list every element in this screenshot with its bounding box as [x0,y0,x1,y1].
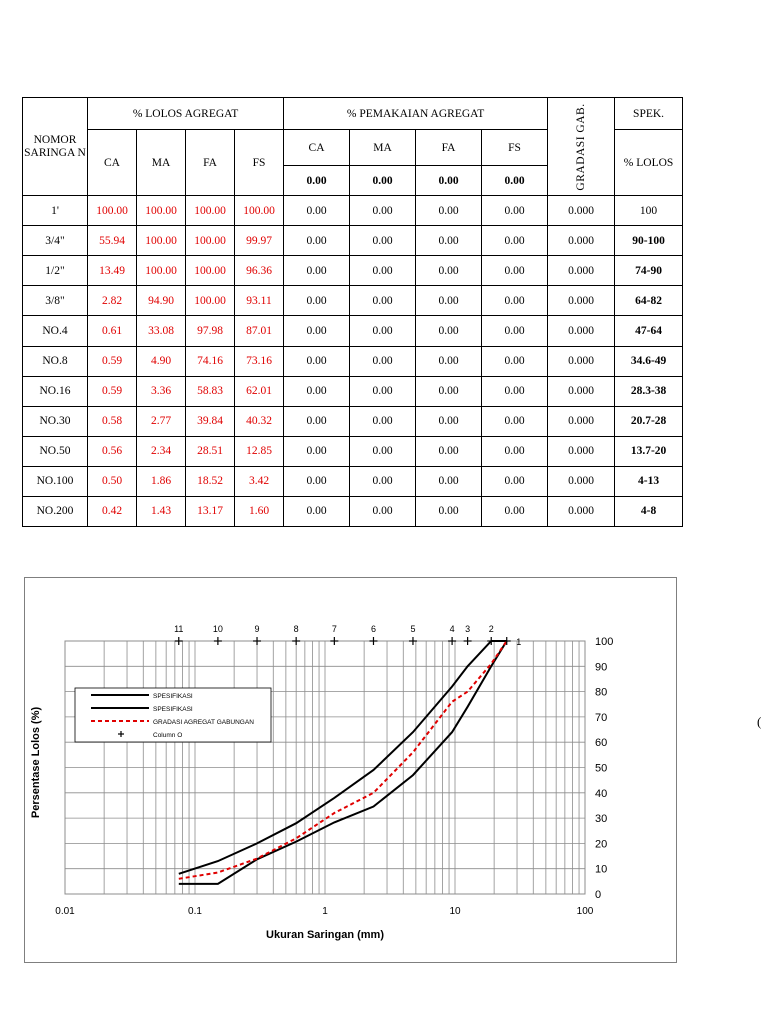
spek-cell: 47-64 [615,316,683,346]
header-pemakaian-ma: MA [350,130,416,166]
y-tick-label: 80 [595,686,608,699]
header-lolos-ma: MA [137,130,186,196]
pemakaian-fa-cell: 0.00 [416,436,482,466]
pemakaian-fs-cell: 0.00 [482,286,548,316]
lolos-ma-cell: 100.00 [137,226,186,256]
pemakaian-ma-cell: 0.00 [350,286,416,316]
pemakaian-ca-cell: 0.00 [284,466,350,496]
y-tick-label: 10 [595,863,608,876]
chart-svg [25,578,676,962]
lolos-fa-cell: 18.52 [186,466,235,496]
sieve-size-cell: 3/8" [23,286,88,316]
sieve-number-label: 8 [293,624,299,634]
table-row [23,376,683,406]
pemakaian-fa-cell: 0.00 [416,316,482,346]
y-tick-label: 20 [595,838,608,851]
sieve-number-label: 2 [488,624,494,634]
lolos-fa-cell: 39.84 [186,406,235,436]
lolos-ma-cell: 4.90 [137,346,186,376]
lolos-ma-cell: 100.00 [137,196,186,226]
spek-cell: 34.6-49 [615,346,683,376]
table-row [23,256,683,286]
pemakaian-value-ma: 0.00 [350,166,416,196]
sieve-number-label: 7 [331,624,337,634]
gradasi-gab-cell: 0.000 [548,346,615,376]
spek-cell: 13.7-20 [615,436,683,466]
column-o-marker [369,637,377,645]
sieve-number-label: 5 [410,624,416,634]
y-tick-label: 40 [595,787,608,800]
pemakaian-fs-cell: 0.00 [482,226,548,256]
spek-cell: 90-100 [615,226,683,256]
pemakaian-ca-cell: 0.00 [284,316,350,346]
lolos-fs-cell: 73.16 [235,346,284,376]
pemakaian-ca-cell: 0.00 [284,226,350,256]
lolos-ca-cell: 0.56 [88,436,137,466]
y-tick-label: 70 [595,711,608,724]
y-tick-label: 0 [595,889,602,901]
pemakaian-ma-cell: 0.00 [350,316,416,346]
column-o-marker [214,637,222,645]
header-lolos-agregat: % LOLOS AGREGAT [88,98,284,130]
pemakaian-fa-cell: 0.00 [416,406,482,436]
lolos-fa-cell: 100.00 [186,196,235,226]
sieve-number-label: 11 [174,624,184,634]
spek-cell: 4-8 [615,496,683,526]
gradation-table [22,97,683,527]
pemakaian-ma-cell: 0.00 [350,436,416,466]
column-o-marker [292,637,300,645]
lolos-fa-cell: 74.16 [186,346,235,376]
lolos-fa-cell: 28.51 [186,436,235,466]
lolos-ma-cell: 2.34 [137,436,186,466]
sieve-size-cell: NO.30 [23,406,88,436]
pemakaian-ca-cell: 0.00 [284,376,350,406]
sieve-size-cell: NO.200 [23,496,88,526]
x-tick-label: 0.01 [55,906,75,917]
sieve-number-label: 1 [516,637,522,647]
pemakaian-ma-cell: 0.00 [350,226,416,256]
pemakaian-ca-cell: 0.00 [284,286,350,316]
sieve-size-cell: 1/2" [23,256,88,286]
pemakaian-ca-cell: 0.00 [284,256,350,286]
lolos-ma-cell: 3.36 [137,376,186,406]
sieve-size-cell: NO.4 [23,316,88,346]
spek-cell: 28.3-38 [615,376,683,406]
sieve-number-label: 4 [449,624,455,634]
pemakaian-ma-cell: 0.00 [350,376,416,406]
lolos-ca-cell: 0.61 [88,316,137,346]
table-row [23,436,683,466]
pemakaian-fs-cell: 0.00 [482,196,548,226]
pemakaian-fa-cell: 0.00 [416,286,482,316]
y-tick-label: 90 [595,661,608,674]
table-row [23,346,683,376]
pemakaian-fs-cell: 0.00 [482,436,548,466]
header-lolos-ca: CA [88,130,137,196]
series-line-spesifikasi [179,641,507,874]
spek-cell: 100 [615,196,683,226]
gradasi-gab-cell: 0.000 [548,256,615,286]
spek-cell: 74-90 [615,256,683,286]
pemakaian-value-ca: 0.00 [284,166,350,196]
lolos-fs-cell: 40.32 [235,406,284,436]
pemakaian-fs-cell: 0.00 [482,496,548,526]
pemakaian-fa-cell: 0.00 [416,346,482,376]
x-tick-label: 100 [576,906,594,917]
gradasi-gab-cell: 0.000 [548,406,615,436]
gradasi-gab-cell: 0.000 [548,436,615,466]
x-axis-label: Ukuran Saringan (mm) [266,929,384,941]
column-o-marker [464,637,472,645]
spek-cell: 20.7-28 [615,406,683,436]
x-tick-label: 1 [322,906,328,917]
sieve-size-cell: NO.100 [23,466,88,496]
pemakaian-ma-cell: 0.00 [350,346,416,376]
lolos-fs-cell: 100.00 [235,196,284,226]
lolos-ca-cell: 0.59 [88,346,137,376]
gradasi-gab-cell: 0.000 [548,226,615,256]
pemakaian-ca-cell: 0.00 [284,496,350,526]
y-tick-label: 60 [595,737,608,750]
pemakaian-ma-cell: 0.00 [350,466,416,496]
sieve-number-label: 3 [465,624,471,634]
lolos-ma-cell: 33.08 [137,316,186,346]
table-row [23,226,683,256]
lolos-ca-cell: 0.59 [88,376,137,406]
sieve-size-cell: NO.50 [23,436,88,466]
table-row [23,316,683,346]
header-spek-lolos: % LOLOS [615,130,683,196]
lolos-fs-cell: 62.01 [235,376,284,406]
lolos-fa-cell: 100.00 [186,256,235,286]
spek-cell: 64-82 [615,286,683,316]
y-axis-label: Persentase Lolos (%) [30,706,42,819]
lolos-fs-cell: 12.85 [235,436,284,466]
pemakaian-fa-cell: 0.00 [416,226,482,256]
sieve-number-label: 10 [212,624,223,634]
column-o-marker [175,637,183,645]
pemakaian-fa-cell: 0.00 [416,196,482,226]
pemakaian-ma-cell: 0.00 [350,256,416,286]
table-row [23,496,683,526]
lolos-fa-cell: 100.00 [186,226,235,256]
lolos-fa-cell: 100.00 [186,286,235,316]
pemakaian-ma-cell: 0.00 [350,196,416,226]
sieve-size-cell: NO.8 [23,346,88,376]
lolos-ma-cell: 1.86 [137,466,186,496]
sieve-number-label: 9 [254,624,260,634]
sieve-size-cell: NO.16 [23,376,88,406]
gradasi-gab-cell: 0.000 [548,196,615,226]
header-spek: SPEK. [615,98,683,130]
pemakaian-ca-cell: 0.00 [284,436,350,466]
pemakaian-fs-cell: 0.00 [482,316,548,346]
stray-text: ( [757,714,762,729]
lolos-fs-cell: 99.97 [235,226,284,256]
pemakaian-fs-cell: 0.00 [482,376,548,406]
series-line-spesifikasi [179,641,507,884]
lolos-ca-cell: 2.82 [88,286,137,316]
lolos-ca-cell: 55.94 [88,226,137,256]
legend-label: SPESIFIKASI [153,706,193,713]
lolos-fs-cell: 93.11 [235,286,284,316]
lolos-ca-cell: 0.50 [88,466,137,496]
pemakaian-value-fa: 0.00 [416,166,482,196]
pemakaian-ca-cell: 0.00 [284,346,350,376]
table-row [23,406,683,436]
lolos-ma-cell: 2.77 [137,406,186,436]
gradasi-gab-cell: 0.000 [548,466,615,496]
table-row [23,286,683,316]
lolos-fa-cell: 13.17 [186,496,235,526]
pemakaian-fs-cell: 0.00 [482,466,548,496]
gradasi-gab-cell: 0.000 [548,286,615,316]
lolos-fa-cell: 97.98 [186,316,235,346]
pemakaian-ca-cell: 0.00 [284,196,350,226]
pemakaian-fa-cell: 0.00 [416,376,482,406]
legend-label: GRADASI AGREGAT GABUNGAN [153,719,254,726]
pemakaian-ma-cell: 0.00 [350,406,416,436]
x-tick-label: 0.1 [188,906,202,917]
pemakaian-ca-cell: 0.00 [284,406,350,436]
header-pemakaian-ca: CA [284,130,350,166]
sieve-size-cell: 1' [23,196,88,226]
y-tick-label: 100 [595,636,614,648]
lolos-fs-cell: 96.36 [235,256,284,286]
lolos-fs-cell: 3.42 [235,466,284,496]
table-row [23,196,683,226]
lolos-ca-cell: 13.49 [88,256,137,286]
header-gradasi-gab: GRADASI GAB. [548,98,615,196]
x-tick-label: 10 [449,906,461,917]
lolos-fa-cell: 58.83 [186,376,235,406]
pemakaian-fs-cell: 0.00 [482,406,548,436]
y-tick-label: 50 [595,762,608,775]
lolos-fs-cell: 87.01 [235,316,284,346]
gradation-chart [24,577,677,963]
legend-label: Column O [153,732,183,739]
y-tick-label: 30 [595,813,608,826]
spek-cell: 4-13 [615,466,683,496]
pemakaian-fa-cell: 0.00 [416,466,482,496]
pemakaian-fs-cell: 0.00 [482,346,548,376]
header-pemakaian-fs: FS [482,130,548,166]
chart-legend [75,688,271,742]
lolos-ma-cell: 94.90 [137,286,186,316]
column-o-marker [330,637,338,645]
lolos-ca-cell: 100.00 [88,196,137,226]
gradasi-gab-cell: 0.000 [548,376,615,406]
header-nomor-saringan: NOMOR SARINGA N [23,98,88,196]
pemakaian-fs-cell: 0.00 [482,256,548,286]
header-pemakaian-agregat: % PEMAKAIAN AGREGAT [284,98,548,130]
pemakaian-ma-cell: 0.00 [350,496,416,526]
header-lolos-fa: FA [186,130,235,196]
header-lolos-fs: FS [235,130,284,196]
table-row [23,466,683,496]
pemakaian-fa-cell: 0.00 [416,496,482,526]
lolos-ma-cell: 1.43 [137,496,186,526]
lolos-ca-cell: 0.42 [88,496,137,526]
pemakaian-fa-cell: 0.00 [416,256,482,286]
legend-label: SPESIFIKASI [153,693,193,700]
gradasi-gab-cell: 0.000 [548,496,615,526]
sieve-size-cell: 3/4" [23,226,88,256]
header-pemakaian-fa: FA [416,130,482,166]
sieve-number-label: 6 [370,624,376,634]
lolos-ma-cell: 100.00 [137,256,186,286]
column-o-marker [253,637,261,645]
lolos-fs-cell: 1.60 [235,496,284,526]
gradasi-gab-cell: 0.000 [548,316,615,346]
pemakaian-value-fs: 0.00 [482,166,548,196]
lolos-ca-cell: 0.58 [88,406,137,436]
